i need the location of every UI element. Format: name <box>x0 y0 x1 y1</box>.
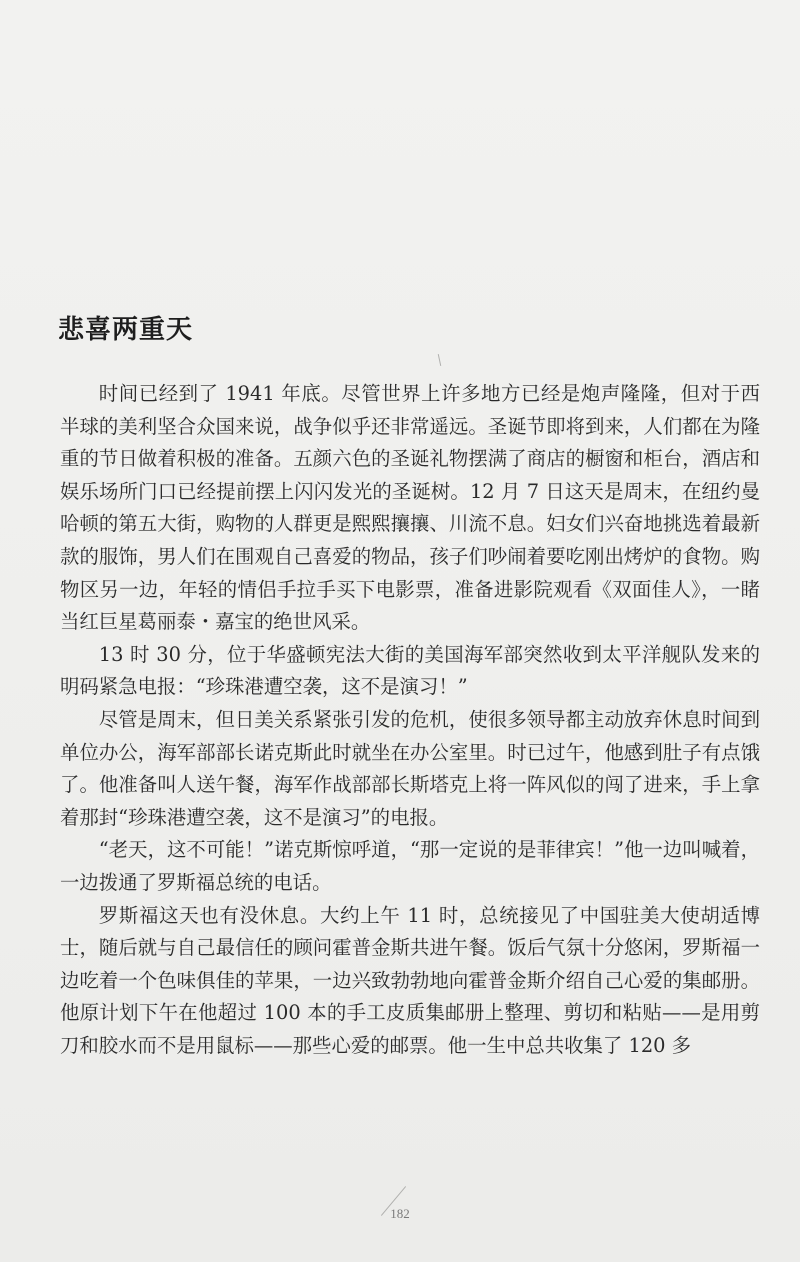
chapter-title: 悲喜两重天 <box>58 315 194 345</box>
body-text <box>60 378 760 1062</box>
page-number: 182 <box>390 1206 410 1221</box>
scan-mark <box>438 354 441 366</box>
paragraph: 罗斯福这天也有没休息。大约上午 11 时，总统接见了中国驻美大使胡适博士，随后就与自己最信任的顾问霍普金斯共进午餐。饭后气氛十分悠闲，罗斯福一边吃着一个色味俱佳的苹果，一边兴致勃勃地向霍普金斯介绍自己心爱的集邮册。他原计划下午在他超过 100 本的手工皮质集邮册上整理、剪切和粘贴——是用剪刀和胶水而不是用鼠标——那些心爱的邮票。他一生中总共收集了 120 多 <box>60 903 760 1057</box>
paragraph: 尽管是周末，但日美关系紧张引发的危机，使很多领导都主动放弃休息时间到单位办公，海军部部长诺克斯此时就坐在办公室里。时已过午，他感到肚子有点饿了。他准备叫人送午餐，海军作战部部长斯塔克上将一阵风似的闯了进来，手上拿着那封“珍珠港遭空袭，这不是演习”的电报。 <box>60 707 760 829</box>
paragraph: 时间已经到了 1941 年底。尽管世界上许多地方已经是炮声隆隆，但对于西半球的美利坚合众国来说，战争似乎还非常遥远。圣诞节即将到来，人们都在为隆重的节日做着积极的准备。五颜六色的圣诞礼物摆满了商店的橱窗和柜台，酒店和娱乐场所门口已经提前摆上闪闪发光的圣诞树。12 月 7 日这天是周末，在纽约曼哈顿的第五大街，购物的人群更是熙熙攘攘、川流不息。妇女们兴奋地挑选着最新款的服饰，男人们在围观自己喜爱的物品，孩子们吵闹着要吃刚出烤炉的食物。购物区另一边，年轻的情侣手拉手买下电影票，准备进影院观看《双面佳人》，一睹当红巨星葛丽泰・嘉宝的绝世风采。 <box>60 382 760 634</box>
paragraph: “老天，这不可能！”诺克斯惊呼道，“那一定说的是菲律宾！”他一边叫喊着，一边拨通了罗斯福总统的电话。 <box>60 838 760 894</box>
paragraph: 13 时 30 分，位于华盛顿宪法大街的美国海军部突然收到太平洋舰队发来的明码紧急电报：“珍珠港遭空袭，这不是演习！” <box>60 642 760 699</box>
